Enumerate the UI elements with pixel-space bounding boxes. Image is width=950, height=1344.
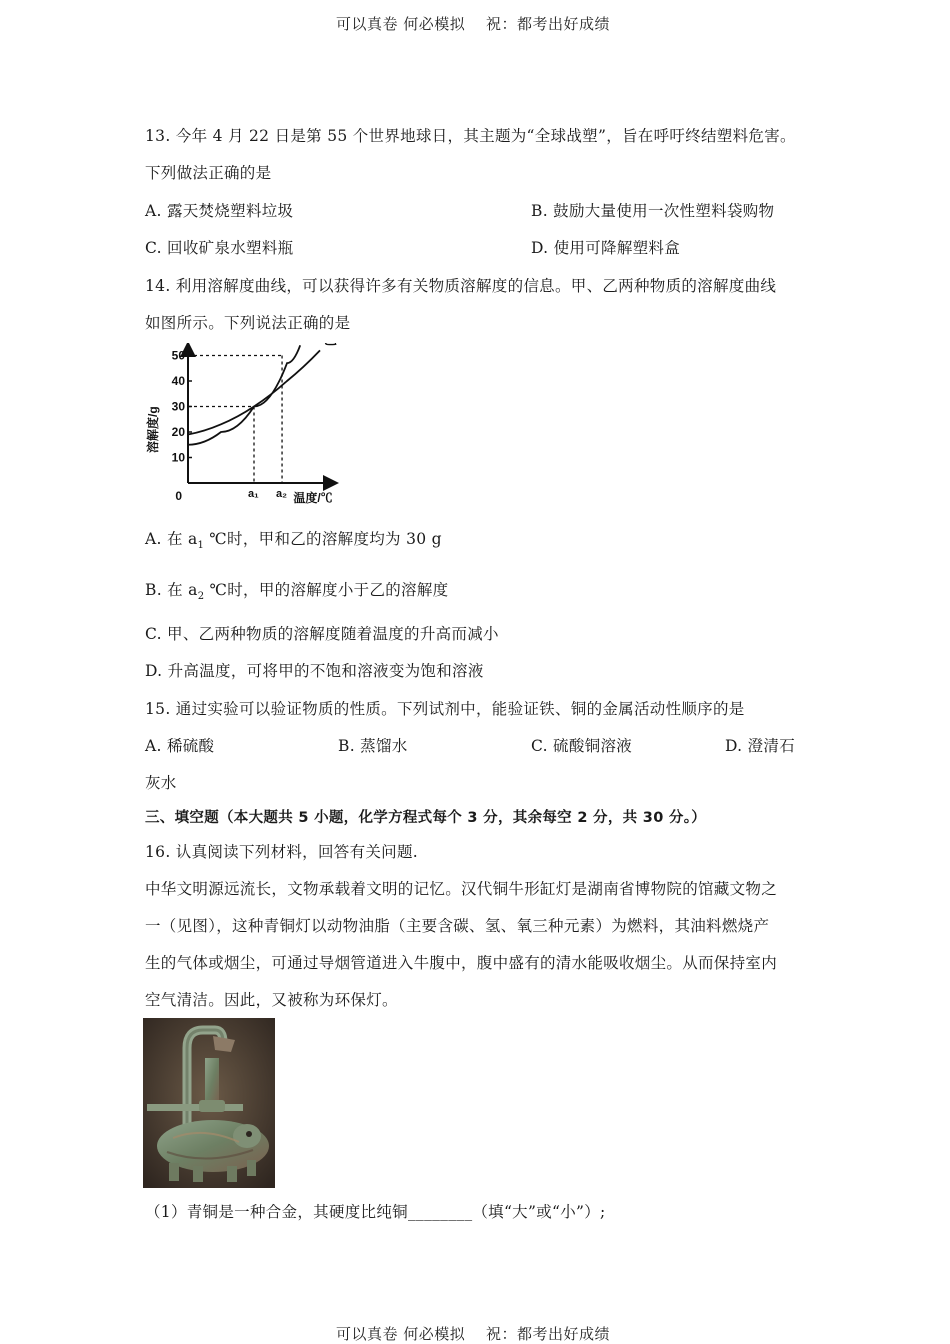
q14-stem-line1: 14. 利用溶解度曲线，可以获得许多有关物质溶解度的信息。甲、乙两种物质的溶解度曲线: [145, 277, 777, 295]
q14-stem-line2: 如图所示。下列说法正确的是: [145, 314, 351, 332]
q13-option-b: B. 鼓励大量使用一次性塑料袋购物: [531, 202, 775, 220]
q14-option-a-post: ℃时，甲和乙的溶解度均为 30 g: [204, 530, 442, 548]
q16-para-line3: 生的气体或烟尘，可通过导烟管道进入牛腹中，腹中盛有的清水能吸收烟尘。从而保持室内: [145, 954, 778, 972]
q14-option-c: C. 甲、乙两种物质的溶解度随着温度的升高而减小: [145, 625, 499, 643]
q16-subquestion-1: （1）青铜是一种合金，其硬度比纯铜________（填“大”或“小”）;: [145, 1203, 606, 1221]
q14-option-b-sub: 2: [197, 591, 205, 602]
q16-para-line2: 一（见图），这种青铜灯以动物油脂（主要含碳、氢、氧三种元素）为燃料，其油料燃烧产: [145, 917, 770, 935]
x-tick-label-1: a₁: [248, 488, 259, 500]
q14-option-a-sub: 1: [197, 540, 205, 551]
q15-option-d: D. 澄清石: [725, 737, 796, 755]
x-axis-label: 温度/℃: [293, 491, 333, 505]
q14-option-a: [145, 527, 442, 551]
q13-option-c: C. 回收矿泉水塑料瓶: [145, 239, 294, 257]
q15-option-d-cont: 灰水: [145, 774, 177, 792]
curve-series-2: [188, 350, 320, 434]
y-axis-label: 溶解度/g: [146, 406, 160, 453]
q15-option-b: B. 蒸馏水: [338, 737, 408, 755]
bronze-ox-lamp-photo: [143, 1018, 275, 1188]
q14-option-b: [145, 578, 448, 602]
q14-option-a-pre: A. 在 a: [145, 530, 198, 548]
solubility-chart-svg: [143, 343, 373, 513]
q16-para-line1: 中华文明源远流长，文物承载着文明的记忆。汉代铜牛形缸灯是湖南省博物院的馆藏文物之: [145, 880, 778, 898]
q15-option-a: A. 稀硫酸: [145, 737, 215, 755]
series-label-2: [324, 343, 337, 347]
origin-label: 0: [175, 489, 182, 503]
page-footer: 可以真卷 何必模拟 祝：都考出好成绩: [336, 1325, 611, 1343]
solubility-chart: [143, 343, 373, 513]
x-tick-label-2: a₂: [276, 488, 288, 500]
q13-option-d: D. 使用可降解塑料盒: [531, 239, 681, 257]
page-header: 可以真卷 何必模拟 祝：都考出好成绩: [336, 15, 611, 33]
q15-option-c: C. 硫酸铜溶液: [531, 737, 633, 755]
q13-stem-line2: 下列做法正确的是: [145, 164, 272, 182]
q14-option-d: D. 升高温度，可将甲的不饱和溶液变为饱和溶液: [145, 662, 484, 680]
q14-option-b-pre: B. 在 a: [145, 581, 198, 599]
y-tick-label-4: 40: [171, 374, 185, 388]
y-tick-label-3: 30: [171, 399, 185, 414]
section-title: 三、填空题（本大题共 5 小题，化学方程式每个 3 分，其余每空 2 分，共 30 分。）: [145, 810, 707, 826]
q16-stem: 16. 认真阅读下列材料，回答有关问题.: [145, 843, 419, 861]
bronze-ox-lamp-image: [143, 1018, 275, 1188]
q13-stem-line1: 13. 今年 4 月 22 日是第 55 个世界地球日，其主题为“全球战塑”，旨在呼吁终结塑料危害。: [145, 127, 796, 145]
q15-stem: 15. 通过实验可以验证物质的性质。下列试剂中，能验证铁、铜的金属活动性顺序的是: [145, 700, 745, 718]
q16-para-line4: 空气清洁。因此，又被称为环保灯。: [145, 991, 398, 1009]
y-tick-label-2: 20: [171, 425, 185, 439]
y-tick-label-5: 50: [171, 348, 185, 363]
y-tick-label-1: 10: [171, 450, 185, 465]
q13-option-a: A. 露天焚烧塑料垃圾: [145, 202, 294, 220]
q14-option-b-post: ℃时，甲的溶解度小于乙的溶解度: [204, 581, 449, 599]
